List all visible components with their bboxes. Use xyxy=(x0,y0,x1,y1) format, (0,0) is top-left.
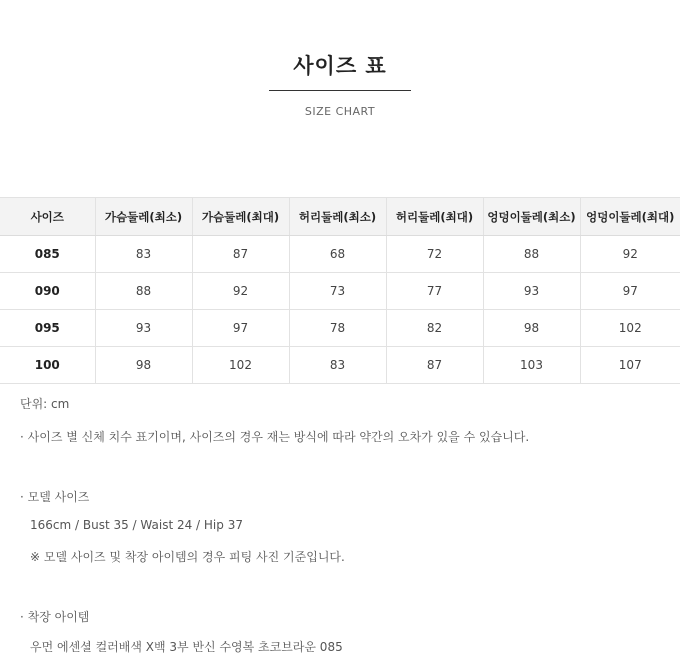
title-divider xyxy=(269,90,411,91)
column-header-size: 사이즈 xyxy=(0,198,95,236)
hip-max-cell: 107 xyxy=(580,347,680,384)
table-row xyxy=(0,310,680,347)
model-fitting-note: ※ 모델 사이즈 및 착장 아이템의 경우 피팅 사진 기준입니다. xyxy=(30,550,345,564)
waist-max-cell: 72 xyxy=(386,236,483,273)
chest-max-cell: 92 xyxy=(192,273,289,310)
waist-max-cell: 82 xyxy=(386,310,483,347)
chest-max-cell: 97 xyxy=(192,310,289,347)
table-row xyxy=(0,347,680,384)
hip-max-cell: 102 xyxy=(580,310,680,347)
column-header-chest-min: 가슴둘레(최소) xyxy=(95,198,192,236)
table-row xyxy=(0,273,680,310)
chest-min-cell: 98 xyxy=(95,347,192,384)
size-chart-table xyxy=(0,197,680,384)
size-cell: 095 xyxy=(0,310,95,347)
unit-note: 단위: cm xyxy=(20,397,70,411)
chest-min-cell: 83 xyxy=(95,236,192,273)
column-header-hip-max: 엉덩이둘레(최대) xyxy=(580,198,680,236)
hip-min-cell: 103 xyxy=(483,347,580,384)
table-row xyxy=(0,236,680,273)
waist-max-cell: 87 xyxy=(386,347,483,384)
waist-min-cell: 83 xyxy=(289,347,386,384)
page-subtitle: SIZE CHART xyxy=(304,105,376,118)
waist-min-cell: 68 xyxy=(289,236,386,273)
chest-max-cell: 102 xyxy=(192,347,289,384)
table-header-row xyxy=(0,198,680,236)
chest-min-cell: 93 xyxy=(95,310,192,347)
waist-min-cell: 73 xyxy=(289,273,386,310)
size-cell: 085 xyxy=(0,236,95,273)
hip-min-cell: 88 xyxy=(483,236,580,273)
hip-min-cell: 93 xyxy=(483,273,580,310)
page-title: 사이즈 표 xyxy=(293,54,387,78)
model-size-heading: · 모델 사이즈 xyxy=(20,490,90,504)
hip-max-cell: 92 xyxy=(580,236,680,273)
worn-item-name: 우먼 에센셜 컬러배색 X백 3부 반신 수영복 초코브라운 085 xyxy=(30,640,343,654)
column-header-hip-min: 엉덩이둘레(최소) xyxy=(483,198,580,236)
size-cell: 090 xyxy=(0,273,95,310)
column-header-waist-max: 허리둘레(최대) xyxy=(386,198,483,236)
model-measurements: 166cm / Bust 35 / Waist 24 / Hip 37 xyxy=(30,518,243,532)
size-cell: 100 xyxy=(0,347,95,384)
disclaimer-note: · 사이즈 별 신체 치수 표기이며, 사이즈의 경우 재는 방식에 따라 약간의 오차가 있을 수 있습니다. xyxy=(20,430,530,444)
column-header-chest-max: 가슴둘레(최대) xyxy=(192,198,289,236)
chest-max-cell: 87 xyxy=(192,236,289,273)
column-header-waist-min: 허리둘레(최소) xyxy=(289,198,386,236)
worn-items-heading: · 착장 아이템 xyxy=(20,610,90,624)
hip-max-cell: 97 xyxy=(580,273,680,310)
chest-min-cell: 88 xyxy=(95,273,192,310)
waist-min-cell: 78 xyxy=(289,310,386,347)
hip-min-cell: 98 xyxy=(483,310,580,347)
waist-max-cell: 77 xyxy=(386,273,483,310)
